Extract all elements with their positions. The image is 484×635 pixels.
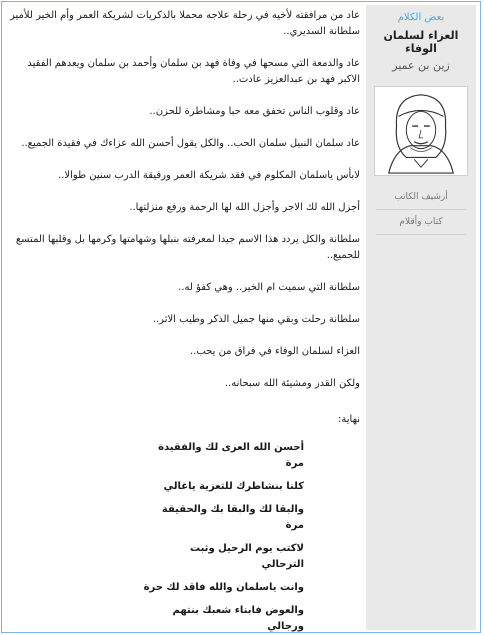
author-archive-link[interactable]: أرشيف الكاتب	[394, 192, 448, 202]
paragraph: سلطانة التي سميت ام الخير.. وهي كفؤ له..	[178, 282, 360, 293]
article-title: العزاء لسلمان الوفاء	[383, 29, 459, 55]
poem	[8, 440, 360, 635]
poem-line: مرة	[285, 520, 304, 531]
paragraph: سلطانة والكل يردد هذا الاسم جيدا لمعرفته بنبلها وشهامتها وكرمها بل وقلبها المتسع للجميع..	[15, 234, 360, 261]
poem-line: والعوض فابناء شعبك بنتهم	[172, 605, 304, 616]
poem-line: لاكتب يوم الرحيل وثبت	[190, 543, 304, 554]
sidebar-divider	[376, 234, 466, 235]
author-photo	[374, 86, 468, 176]
paragraph: أجزل الله لك الاجر وأجزل الله لها الرحمة ورفع منزلتها..	[129, 202, 360, 213]
author-portrait-icon	[375, 87, 467, 175]
paragraph: عاد وقلوب الناس تخفق معه حبا ومشاطرة للحزن..	[149, 106, 360, 117]
poem-line: وانت ياسلمان والله فاقد لك حرة	[143, 582, 304, 593]
poem-line: الترحالي	[261, 559, 304, 570]
poem-line: كلنا بنشاطرك للتعزية ياغالي	[163, 481, 304, 492]
poem-label: نهاية:	[338, 414, 360, 425]
paragraph: ولكن القدر ومشيئة الله سبحانه..	[224, 378, 360, 389]
poem-line: ورجالي	[267, 621, 304, 632]
paragraph: لابأس ياسلمان المكلوم في فقد شريكة العمر ورفيقة الدرب سنين طوالا..	[58, 170, 360, 181]
paragraph: سلطانة رحلت وبقي منها جميل الذكر وطيب الاثر..	[152, 314, 360, 325]
sidebar	[366, 5, 476, 630]
poem-line: مرة	[285, 458, 304, 469]
paragraph: عاد والدمعة التي مسحها في وفاة فهد بن سلمان وأحمد بن سلمان ويعدهم الفقيد الاكبر فهد بن عبدالعزيز عادت..	[27, 58, 360, 85]
paragraph: العزاء لسلمان الوفاء في فراق من يحب..	[189, 346, 360, 357]
writers-link[interactable]: كتاب وأقلام	[399, 217, 443, 227]
poem-line: أحسن الله العزى لك والفقيدة	[158, 442, 304, 453]
sidebar-divider	[376, 209, 466, 210]
poem-line: والبقا لك والبقا بك والحقيقة	[161, 504, 304, 515]
paragraph: عاد من مرافقته لأخيه في رحلة علاجه محملا بالذكريات لشريكة العمر وأم الخير للأمير سلطانة السديري..	[10, 10, 360, 37]
article-body	[8, 8, 360, 635]
paragraph: عاد سلمان النبيل سلمان الحب.. والكل يقول أحسن الله عزاءك في فقيدة الجميع..	[21, 138, 360, 149]
section-title[interactable]: بعض الكلام	[397, 12, 445, 23]
author-name: زين بن عمير	[392, 59, 450, 72]
